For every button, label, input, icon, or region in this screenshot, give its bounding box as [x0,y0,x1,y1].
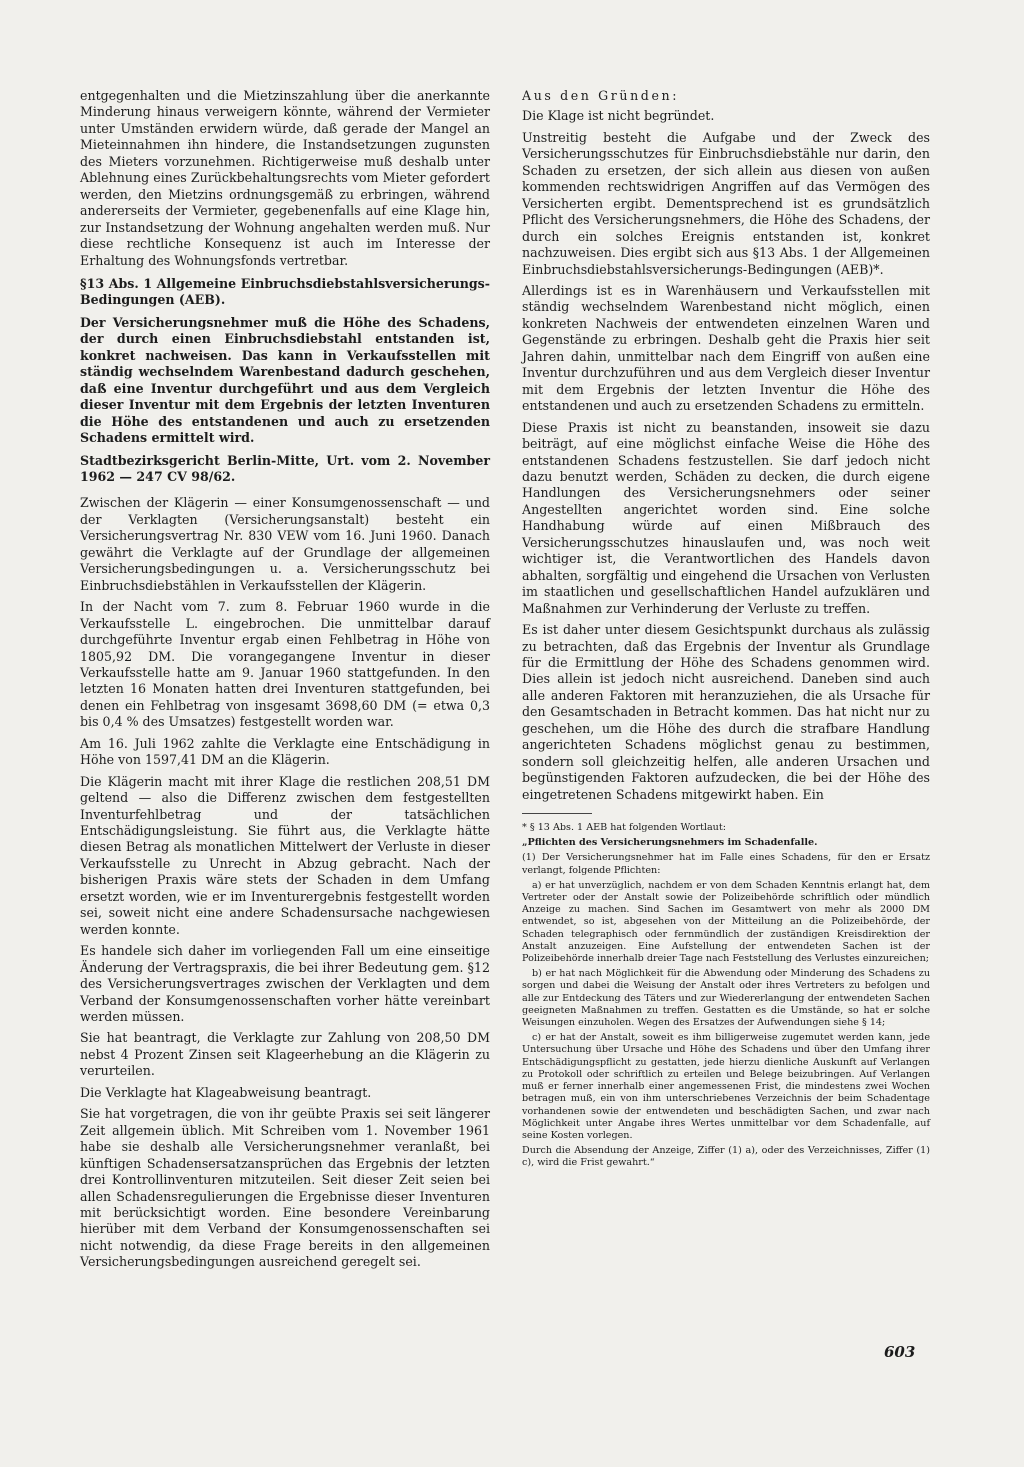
page-number: 603 [884,1343,916,1361]
footnote-item: a) er hat unverzüglich, nachdem er von dem Schaden Kenntnis erlangt hat, dem Vertreter oder der Anstalt sowie der Polizeibehörde schriftlich oder mündlich Anzeige zu machen. Sind Sachen im Gesamtwert von mehr als 2000 DM entwendet, so ist, abgesehen von der Mitteilung an die Polizeibehörde, der Schaden telegraphisch oder fernmündlich der zuständigen Kreisdirektion der Anstalt anzuzeigen. Eine Aufstellung der entwendeten Sachen ist der Polizeibehörde innerhalb dreier Tage nach Feststellung des Verlustes einzureichen; [522,879,930,965]
right-column [522,88,930,1170]
footnote-item: (1) Der Versicherungsnehmer hat im Falle eines Schadens, für den er Ersatz verlangt, folgende Pflichten: [522,852,930,876]
paragraph: Diese Praxis ist nicht zu beanstanden, insoweit sie dazu beiträgt, auf eine möglichst einfache Weise die Höhe des entstandenen Schadens festzustellen. Sie darf jedoch nicht dazu benutzt werden, Schäden zu decken, die durch eigene Handlungen des Versicherungsnehmers oder seiner Angestellten angerichtet worden sind. Eine solche Handhabung würde auf einen Mißbrauch des Versicherungsschutzes hinauslaufen und, was noch weit wichtiger ist, die Verantwortlichen des Handels davon abhalten, sorgfältig und eingehend die Ursachen von Verlusten im staatlichen und gesellschaftlichen Handel aufzuklären und Maßnahmen zur Verhinderung der Verluste zu treffen. [522,419,930,616]
paragraph: Unstreitig besteht die Aufgabe und der Zweck des Versicherungsschutzes für Einbruchsdiebstähle nur darin, den Schaden zu ersetzen, der sich allein aus diesen von außen kommenden rechtswidrigen Angriffen auf das Vermögen des Versicherten ergibt. Dementsprechend ist es grundsätzlich Pflicht des Versicherungsnehmers, die Höhe des Schadens, der durch ein solches Ereignis entstanden ist, konkret nachzuweisen. Dies ergibt sich aus §13 Abs. 1 der Allgemeinen Einbruchsdiebstahlsversicherungs-Bedingungen (AEB)*. [522,129,930,277]
paragraph: Zwischen der Klägerin — einer Konsumgenossenschaft — und der Verklagten (Versicherungsanstalt) besteht ein Versicherungsvertrag Nr. 830 VEW vom 16. Juni 1960. Danach gewährt die Verklagte auf der Grundlage der allgemeinen Versicherungsbedingungen u. a. Versicherungsschutz bei Einbruchsdiebstählen in Verkaufsstellen der Klägerin. [80,495,490,593]
norm-heading: §13 Abs. 1 Allgemeine Einbruchsdiebstahlsversicherungs-Bedingungen (AEB). [80,275,490,308]
paragraph: Die Klage ist nicht begründet. [522,108,715,124]
paragraph: Sie hat vorgetragen, die von ihr geübte Praxis sei seit längerer Zeit allgemein üblich. Mit Schreiben vom 1. November 1961 habe sie deshalb alle Versicherungsnehmer veranlaßt, bei künftigen Schadensersatzansprüchen das Ergebnis der letzten drei Kontrollinventuren mitzuteilen. Seit dieser Zeit seien bei allen Schadensregulierungen die Ergebnisse dieser Inventuren mit berücksichtigt worden. Eine besondere Vereinbarung hierüber mit dem Verband der Konsumgenossenschaften sei nicht notwendig, da diese Frage bereits in den allgemeinen Versicherungsbedingungen ausreichend geregelt sei. [80,1106,490,1270]
paragraph: In der Nacht vom 7. zum 8. Februar 1960 wurde in die Verkaufsstelle L. eingebrochen. Die unmittelbar darauf durchgeführte Inventur ergab einen Fehlbetrag in Höhe von 1805,92 DM. Die vorangegangene Inventur in dieser Verkaufsstelle hatte am 9. Januar 1960 stattgefunden. In den letzten 16 Monaten hatten drei Inventuren stattgefunden, bei denen ein Fehlbetrag von insgesamt 3698,60 DM (= etwa 0,3 bis 0,4 % des Umsatzes) festgestellt worden war. [80,599,490,730]
left-column [80,88,490,1271]
paragraph: Es handele sich daher im vorliegenden Fall um eine einseitige Änderung der Vertragspraxis, die bei ihrer Bedeutung gem. §12 des Versicherungsvertrages zwischen der Verklagten und dem Verband der Konsumgenossenschaften vorher hätte vereinbart werden müssen. [80,943,490,1025]
paragraph: Die Verklagte hat Klageabweisung beantragt. [80,1084,372,1100]
paragraph: Die Klägerin macht mit ihrer Klage die restlichen 208,51 DM geltend — also die Differenz zwischen dem festgestellten Inventurfehlbetrag und der tatsächlichen Entschädigungsleistung. Sie führt aus, die Verklagte hätte diesen Betrag als monatlichen Mittelwert der Verluste in dieser Verkaufsstelle zu Unrecht in Abzug gebracht. Nach der bisherigen Praxis wäre stets der Schaden in dem Umfang ersetzt worden, wie er im Inventurergebnis festgestellt worden sei, soweit nicht eine andere Schadensursache nachgewiesen werden konnte. [80,773,490,937]
court-citation: Stadtbezirksgericht Berlin-Mitte, Urt. vom 2. November 1962 — 247 CV 98/62. [80,452,490,484]
paragraph: Sie hat beantragt, die Verklagte zur Zahlung von 208,50 DM nebst 4 Prozent Zinsen seit Klageerhebung an die Klägerin zu verurteilen. [80,1030,490,1079]
section-heading: Aus den Gründen: [522,88,680,103]
paragraph: Am 16. Juli 1962 zahlte die Verklagte eine Entschädigung in Höhe von 1597,41 DM an die Klägerin. [80,735,490,768]
footnote-end: Durch die Absendung der Anzeige, Ziffer (1) a), oder des Verzeichnisses, Ziffer (1) c), wird die Frist gewahrt.“ [522,1145,930,1169]
paragraph: Es ist daher unter diesem Gesichtspunkt durchaus als zulässig zu betrachten, daß das Ergebnis der Inventur als Grundlage für die Ermittlung der Höhe des Schadens genommen wird. Dies allein ist jedoch nicht ausreichend. Daneben sind auch alle anderen Faktoren mit heranzuziehen, die als Ursache für den Gesamtschaden in Betracht kommen. Das hat nicht nur zu geschehen, um die Höhe des durch die strafbare Handlung angerichteten Schadens möglichst genau zu bestimmen, sondern soll gleichzeitig helfen, alle anderen Ursachen und begünstigenden Faktoren aufzudecken, die bei der Höhe des eingetretenen Schadens mitgewirkt haben. Ein [522,622,930,802]
norm-heading-block [80,276,490,485]
footnote-rule [522,813,592,814]
footnote-item: b) er hat nach Möglichkeit für die Abwendung oder Minderung des Schadens zu sorgen und dabei die Weisung der Anstalt oder ihres Vertreters zu befolgen und alle zur Entdeckung des Täters und zur Wiedererlangung der entwendeten Sachen geeigneten Maßnahmen zu treffen. Gestatten es die Umstände, so hat er solche Weisungen einzuholen. Wegen des Ersatzes der Aufwendungen siehe § 14; [522,968,930,1029]
headnote: Der Versicherungsnehmer muß die Höhe des Schadens, der durch einen Einbruchsdiebstahl entstanden ist, konkret nachweisen. Das kann in Verkaufsstellen mit ständig wechselndem Warenbestand dadurch geschehen, daß eine Inventur durchgeführt und aus dem Vergleich dieser Inventur mit dem Ergebnis der letzten Inventuren die Höhe des entstandenen und auch zu ersetzenden Schadens ermittelt wird. [80,314,490,446]
footnote-item: c) er hat der Anstalt, soweit es ihm billigerweise zugemutet werden kann, jede Untersuchung über Ursache und Höhe des Schadens und über den Umfang ihrer Entschädigungspflicht zu gestatten, jede hierzu dienliche Auskunft auf Verlangen zu Protokoll oder schriftlich zu erteilen und Belege beizubringen. Auf Verlangen muß er ferner innerhalb einer angemessenen Frist, die mindestens zwei Wochen betragen muß, ein von ihm unterschriebenes Verzeichnis der beim Schadentage vorhandenen sowie der entwendeten und beschädigten Sachen, und zwar nach Möglichkeit unter Angabe ihres Wertes unmittelbar vor dem Schadenfalle, auf seine Kosten vorlegen. [522,1032,930,1141]
paragraph: entgegenhalten und die Mietzinszahlung über die anerkannte Minderung hinaus verweigern könnte, während der Vermieter unter Umständen erwidern würde, daß gerade der Mangel an Mieteinnahmen ihn hindere, die Instandsetzungen zugunsten des Mieters vorzunehmen. Richtigerweise muß deshalb unter Ablehnung eines Zurückbehaltungsrechts vom Mieter gefordert werden, den Mietzins ordnungsgemäß zu erbringen, während andererseits der Vermieter, gegebenenfalls auf eine Klage hin, zur Instandsetzung der Wohnung angehalten werden muß. Nur diese rechtliche Konsequenz ist auch im Interesse der Erhaltung des Wohnungsfonds vertretbar. [80,88,490,268]
footnote-title: „Pflichten des Versicherungsnehmers im Schadenfalle. [522,837,818,849]
paragraph: Allerdings ist es in Warenhäusern und Verkaufsstellen mit ständig wechselndem Warenbestand nicht möglich, einen konkreten Nachweis der entwendeten einzelnen Waren und Gegenstände zu erbringen. Deshalb geht die Praxis hier seit Jahren dahin, unmittelbar nach dem Eingriff von außen eine Inventur durchzuführen und aus dem Vergleich dieser Inventur mit dem Ergebnis der letzten Inventur die Höhe des entstandenen und auch zu ersetzenden Schadens zu ermitteln. [522,282,930,414]
footnote [522,822,930,1169]
footnote-intro: * § 13 Abs. 1 AEB hat folgenden Wortlaut: [522,822,726,834]
